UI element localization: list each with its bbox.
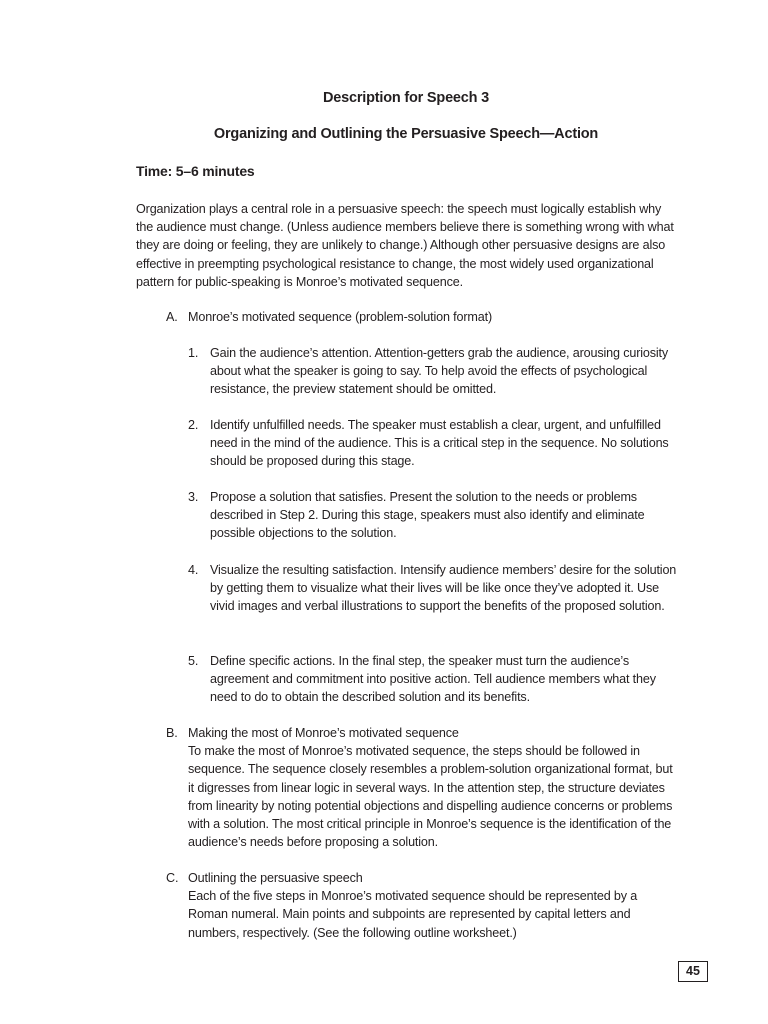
- item-number: 1.: [188, 346, 199, 360]
- list-item: [188, 561, 678, 616]
- item-text: Gain the audience’s attention. Attention-getters grab the audience, arousing curiosity about what the speaker is going to say. To help avoid the effects of psychological resistance, the preview statement should be omitted.: [210, 346, 669, 397]
- section-heading: Outlining the persuasive speech: [188, 871, 363, 885]
- item-text: Visualize the resulting satisfaction. Intensify audience members’ desire for the solution by getting them to visualize what their lives will be like once they’ve adopted it. Use vivid images and verbal illustrations to support the benefits of the proposed solution.: [210, 563, 677, 614]
- item-text: Define specific actions. In the final step, the speaker must turn the audience’s agreement and commitment into positive action. Tell audience members what they need to do to obtain the described solution and its benefits.: [210, 654, 656, 705]
- page-number: 45: [678, 961, 708, 982]
- section-letter: A.: [166, 310, 178, 324]
- list-item: [188, 652, 678, 707]
- time-limit: Time: 5–6 minutes: [136, 163, 255, 179]
- section-heading: Making the most of Monroe’s motivated sequence: [188, 726, 459, 740]
- section-body: Each of the five steps in Monroe’s motivated sequence should be represented by a Roman numeral. Main points and subpoints are represented by capital letters and numbers, respectively. (See the following outline worksheet.): [188, 889, 638, 940]
- item-number: 5.: [188, 654, 199, 668]
- item-text: Identify unfulfilled needs. The speaker must establish a clear, urgent, and unfulfilled need in the mind of the audience. This is a critical step in the sequence. No solutions should be proposed during this stage.: [210, 418, 669, 469]
- list-item: [188, 416, 678, 471]
- item-number: 2.: [188, 418, 199, 432]
- section-letter: B.: [166, 726, 178, 740]
- item-number: 3.: [188, 490, 199, 504]
- intro-paragraph: Organization plays a central role in a persuasive speech: the speech must logically establish why the audience must change. (Unless audience members believe there is something wrong with what they are doing or feeling, they are unlikely to change.) Although other persuasive designs are also effective in preempting psychological resistance to change, the most widely used organizational pattern for public-speaking is Monroe’s motivated sequence.: [136, 202, 674, 289]
- section-heading: Monroe’s motivated sequence (problem-solution format): [188, 310, 493, 324]
- page-subtitle: Organizing and Outlining the Persuasive Speech—Action: [213, 126, 599, 142]
- section-letter: C.: [166, 871, 179, 885]
- section-body: To make the most of Monroe’s motivated sequence, the steps should be followed in sequence. The sequence closely resembles a problem-solution organizational format, but it digresses from linear logic in several ways. In the attention step, the structure deviates from linearity by noting potential objections and dispelling audience concerns or problems with a solution. The most critical principle in Monroe’s sequence is the identification of the audience’s needs before proposing a solution.: [188, 744, 673, 850]
- section-b: [166, 724, 678, 851]
- list-item: [188, 344, 678, 399]
- page-title: Description for Speech 3: [322, 90, 490, 106]
- item-number: 4.: [188, 563, 199, 577]
- item-text: Propose a solution that satisfies. Present the solution to the needs or problems described in Step 2. During this stage, speakers must also identify and eliminate possible objections to the solution.: [210, 490, 645, 541]
- section-c: [166, 869, 678, 942]
- section-a: [166, 308, 678, 326]
- list-item: [188, 488, 678, 543]
